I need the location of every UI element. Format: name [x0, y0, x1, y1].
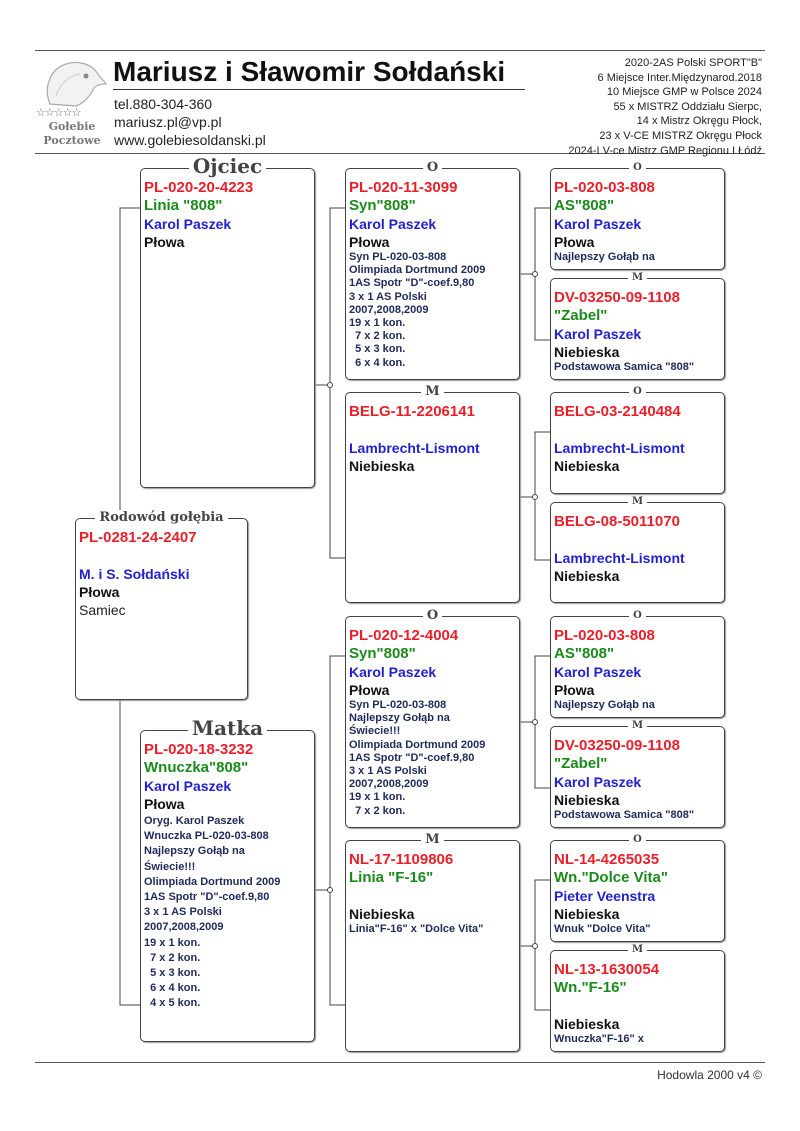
pedigree-note: Najlepszy Gołąb na: [144, 845, 245, 858]
achievement-line: 55 x MISTRZ Oddziału Sierpc,: [613, 100, 762, 113]
box-label-wrap: [346, 160, 519, 175]
pedigree-box-mff[interactable]: [550, 610, 725, 718]
ring-number: BELG-11-2206141: [349, 403, 475, 420]
ring-number: NL-17-1109806: [349, 851, 454, 868]
breeder: Lambrecht-Lismont: [554, 550, 685, 566]
pedigree-note: 4 x 5 kon.: [144, 997, 201, 1010]
pedigree-note: 6 x 4 kon.: [349, 356, 406, 369]
ring-number: PL-020-20-4223: [144, 179, 254, 196]
plumage-color: Niebieska: [554, 1016, 620, 1032]
box-label-wrap: [551, 162, 724, 173]
breeder: Karol Paszek: [349, 664, 437, 680]
box-label: Ojciec: [189, 154, 266, 178]
pedigree-note: Olimpiada Dortmund 2009: [144, 875, 281, 888]
logo-stars: ☆☆☆☆☆: [36, 107, 81, 119]
phone: tel.880-304-360: [114, 96, 213, 112]
box-label-wrap: [346, 608, 519, 623]
ring-number: BELG-03-2140484: [554, 403, 681, 420]
pigeon-name: Syn"808": [349, 645, 416, 662]
subject-label: Rodowód gołębia: [95, 510, 227, 525]
pedigree-note: 5 x 3 kon.: [349, 343, 406, 356]
pigeon-name: Linia "808": [144, 197, 223, 214]
plumage-color: Niebieska: [349, 458, 415, 474]
pedigree-box-ff[interactable]: [345, 160, 520, 380]
achievement-line: 2020-2AS Polski SPORT"B": [624, 57, 762, 69]
pedigree-note: Najlepszy Gołąb na: [349, 712, 450, 725]
box-label: M: [628, 496, 647, 507]
pedigree-box-m[interactable]: [140, 716, 315, 1042]
plumage-color: Płowa: [349, 234, 390, 250]
pigeon-name: "Zabel": [554, 307, 608, 324]
box-label: O: [629, 386, 646, 397]
achievement-line: 14 x Mistrz Okręgu Płock,: [636, 115, 762, 128]
pedigree-note: Podstawowa Samica "808": [554, 809, 695, 821]
breeder: Karol Paszek: [554, 216, 642, 232]
pedigree-note: Olimpiada Dortmund 2009: [349, 264, 486, 277]
breeder: Pieter Veenstra: [554, 888, 656, 904]
breeder-title: Mariusz i Sławomir Sołdański: [113, 56, 525, 90]
plumage-color: Płowa: [554, 234, 595, 250]
pigeon-name: [79, 547, 247, 565]
pigeon-name: Syn"808": [349, 197, 416, 214]
logo-text-line1: Gołebie: [48, 120, 96, 133]
achievement-line: 10 Miejsce GMP w Polsce 2024: [606, 86, 762, 99]
box-label: M: [628, 944, 647, 955]
pedigree-note: 1AS Spotr "D"-coef.9,80: [144, 891, 270, 904]
box-label: O: [629, 834, 646, 845]
pigeon-name: [554, 531, 724, 549]
pedigree-box-fm[interactable]: [345, 384, 520, 603]
box-label-wrap: [346, 384, 519, 399]
achievement-line: 2024-I V-ce Mistrz GMP Regionu I Łódź: [568, 144, 762, 157]
box-label-wrap: [141, 154, 314, 178]
box-label-wrap: [551, 610, 724, 621]
pigeon-name: "Zabel": [554, 755, 608, 772]
ring-number: PL-020-18-3232: [144, 741, 254, 758]
pedigree-note: Wnuczka"F-16" x: [554, 1033, 644, 1045]
pedigree-note: 3 x 1 AS Polski: [349, 290, 427, 303]
ring-number: DV-03250-09-1108: [554, 737, 680, 754]
breeder: Karol Paszek: [554, 774, 642, 790]
pedigree-box-fmm[interactable]: [550, 496, 725, 603]
pigeon-name: [349, 421, 519, 439]
plumage-color: Płowa: [144, 234, 185, 250]
footer-software: Hodowla 2000 v4 ©: [657, 1068, 762, 1082]
pedigree-note: 3 x 1 AS Polski: [144, 906, 222, 919]
box-label: O: [629, 610, 646, 621]
pigeon-name: AS"808": [554, 197, 615, 214]
breeder: Lambrecht-Lismont: [349, 440, 480, 456]
box-label: M: [421, 384, 443, 399]
box-label-wrap: [141, 716, 314, 740]
pigeon-name: Linia "F-16": [349, 869, 434, 886]
pedigree-box-mf[interactable]: [345, 608, 520, 828]
ring-number: PL-020-12-4004: [349, 627, 459, 644]
pedigree-note: Najlepszy Gołąb na: [554, 699, 655, 711]
achievement-line: 23 x V-CE MISTRZ Okręgu Płock: [599, 129, 762, 142]
pedigree-note: 2007,2008,2009: [349, 778, 429, 791]
website-link[interactable]: www.golebiesoldanski.pl: [114, 132, 266, 148]
box-label-wrap: [551, 720, 724, 731]
ring-number: PL-020-03-808: [554, 179, 655, 196]
box-label-wrap: [346, 832, 519, 847]
pedigree-box-mm[interactable]: [345, 832, 520, 1052]
breeder: Karol Paszek: [554, 326, 642, 342]
pedigree-note: Oryg. Karol Paszek: [144, 815, 245, 827]
box-label: O: [629, 162, 646, 173]
breeder: Karol Paszek: [144, 216, 232, 232]
plumage-color: Niebieska: [554, 568, 620, 584]
box-label-wrap: [551, 496, 724, 507]
pedigree-box-fff[interactable]: [550, 162, 725, 270]
box-label: M: [628, 720, 647, 731]
email-link[interactable]: mariusz.pl@vp.pl: [114, 114, 222, 130]
pigeon-name: Wnuczka"808": [144, 759, 249, 776]
ring-number: BELG-08-5011070: [554, 513, 680, 530]
achievement-line: 6 Miejsce Inter.Międzynarod.2018: [597, 71, 762, 84]
ring-number: DV-03250-09-1108: [554, 289, 680, 306]
breeder: Karol Paszek: [349, 216, 437, 232]
plumage-color: Niebieska: [554, 906, 620, 922]
box-label: O: [423, 608, 442, 623]
pedigree-note: Wnuczka PL-020-03-808: [144, 830, 269, 843]
ring-number: PL-020-03-808: [554, 627, 655, 644]
plumage-color: Niebieska: [349, 906, 415, 922]
pedigree-box-fmf[interactable]: [550, 386, 725, 494]
plumage-color: Niebieska: [554, 792, 620, 808]
pigeon-name: [554, 421, 724, 439]
sex: Samiec: [79, 602, 126, 618]
box-label: M: [628, 272, 647, 283]
pedigree-note: 2007,2008,2009: [349, 303, 429, 316]
box-label-wrap: [551, 386, 724, 397]
pedigree-note: 3 x 1 AS Polski: [349, 765, 427, 778]
pedigree-note: 19 x 1 kon.: [349, 791, 406, 804]
subject-pigeon-box[interactable]: [75, 510, 248, 700]
pedigree-note: 19 x 1 kon.: [349, 317, 406, 330]
pedigree-note: 7 x 2 kon.: [144, 951, 201, 964]
plumage-color: Płowa: [554, 682, 595, 698]
pedigree-note: Syn PL-020-03-808: [349, 699, 447, 711]
breeder: Lambrecht-Lismont: [554, 440, 685, 456]
pedigree-note: Wnuk "Dolce Vita": [554, 923, 651, 935]
pedigree-note: 19 x 1 kon.: [144, 936, 201, 949]
pigeon-name: Wn."Dolce Vita": [554, 869, 668, 886]
pedigree-note: Najlepszy Gołąb na: [554, 251, 655, 263]
pedigree-note: 7 x 2 kon.: [349, 330, 406, 343]
pedigree-note: 7 x 2 kon.: [349, 804, 406, 817]
pedigree-note: Syn PL-020-03-808: [349, 251, 447, 263]
pedigree-box-mmm[interactable]: [550, 944, 725, 1052]
box-label: Matka: [188, 716, 267, 740]
pedigree-note: Świecie!!!: [349, 725, 401, 738]
breeder: Karol Paszek: [144, 778, 232, 794]
plumage-color: Płowa: [79, 584, 120, 600]
box-label-wrap: [551, 944, 724, 955]
box-label-wrap: [551, 272, 724, 283]
pedigree-box-mfm[interactable]: [550, 720, 725, 828]
box-label-wrap: [551, 834, 724, 845]
pedigree-note: Świecie!!!: [144, 860, 196, 873]
box-label: M: [421, 832, 443, 847]
pigeon-name: AS"808": [554, 645, 615, 662]
box-label: O: [423, 160, 442, 175]
pedigree-box-f[interactable]: [140, 154, 315, 488]
pedigree-note: Podstawowa Samica "808": [554, 361, 695, 373]
plumage-color: Płowa: [144, 796, 185, 812]
plumage-color: Niebieska: [554, 344, 620, 360]
pedigree-note: 2007,2008,2009: [144, 921, 224, 934]
breeder: [554, 997, 724, 1015]
ring-number: PL-020-11-3099: [349, 179, 458, 196]
plumage-color: Niebieska: [554, 458, 620, 474]
pedigree-note: 1AS Spotr "D"-coef.9,80: [349, 751, 475, 764]
ring-number: NL-14-4265035: [554, 851, 660, 868]
breeder: Karol Paszek: [554, 664, 642, 680]
pigeon-name: Wn."F-16": [554, 979, 627, 996]
pedigree-box-mmf[interactable]: [550, 834, 725, 942]
breeder: M. i S. Sołdański: [79, 566, 190, 582]
logo-text-line2: Pocztowe: [43, 134, 101, 147]
pedigree-note: 5 x 3 kon.: [144, 967, 201, 980]
pedigree-note: 6 x 4 kon.: [144, 982, 201, 995]
pedigree-note: Olimpiada Dortmund 2009: [349, 738, 486, 751]
breeder: [349, 887, 519, 905]
pedigree-box-ffm[interactable]: [550, 272, 725, 380]
plumage-color: Płowa: [349, 682, 390, 698]
pedigree-note: 1AS Spotr "D"-coef.9,80: [349, 277, 475, 290]
ring-number: NL-13-1630054: [554, 961, 660, 978]
ring-number: PL-0281-24-2407: [79, 529, 197, 546]
pedigree-note: Linia"F-16" x "Dolce Vita": [349, 923, 484, 935]
